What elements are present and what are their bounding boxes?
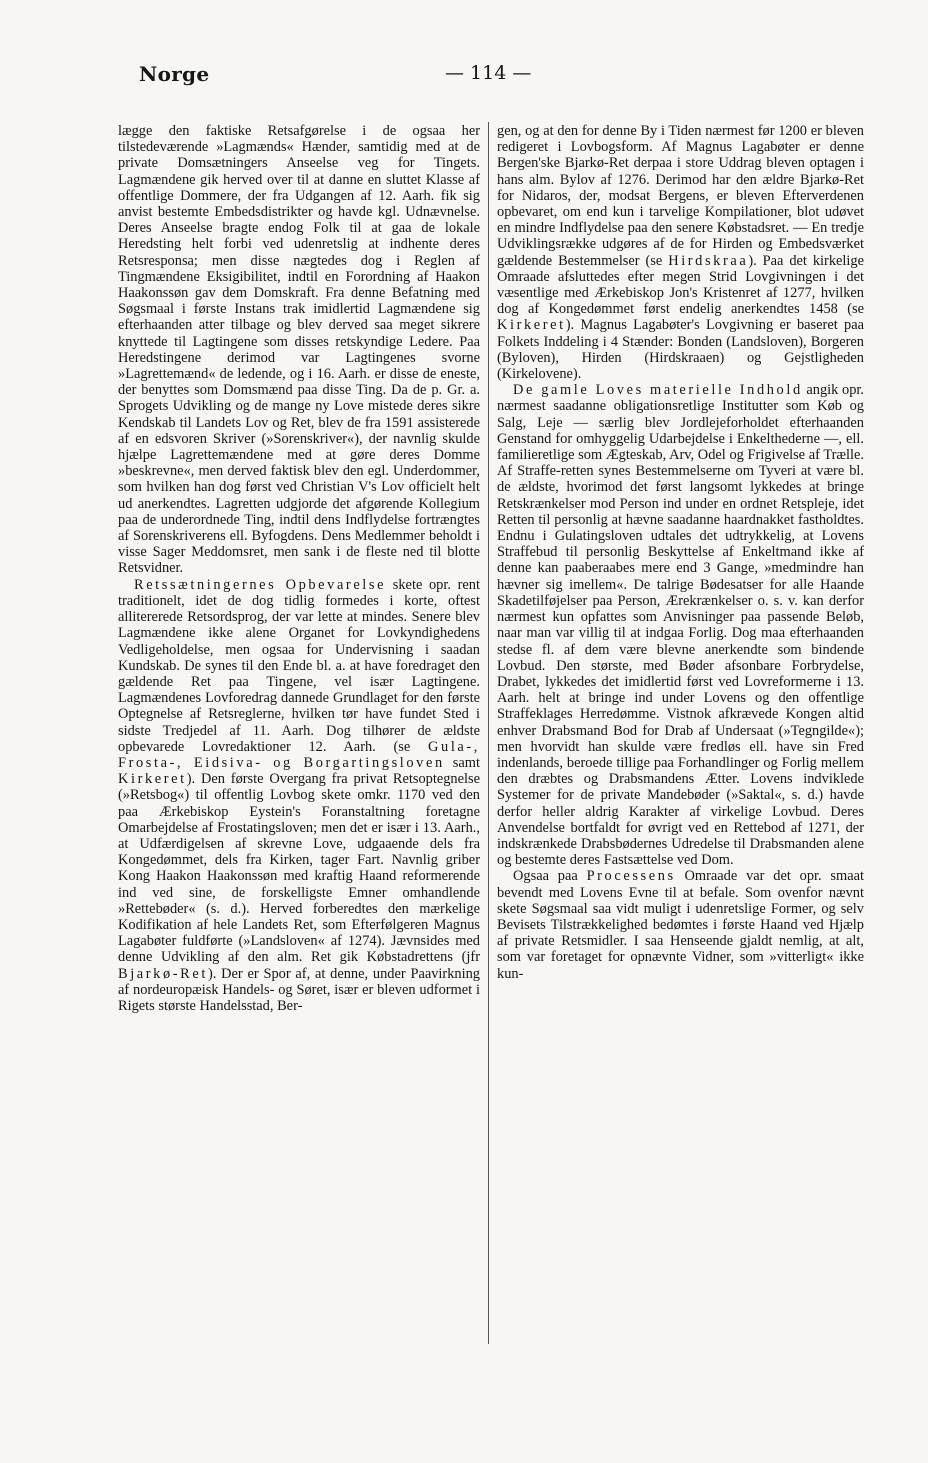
paragraph-text: ). Magnus Lagabøter's Lovgivning er baseret paa Folkets Inddeling i 4 Stænder: Bonden (Landsloven), Borgeren (Byloven), Hirden (Hirdskraaen) og Gejstligheden (Kirkelovene). xyxy=(497,317,864,383)
paragraph-text: ). Paa det kirkelige Omraade afsluttedes efter megen Strid Lovgivningen i det væsentlige med Ærkebiskop Jon's Kristenret af 1277, hvilken dog af Kongedømmet først endelig anerkendtes 1458 (se xyxy=(497,252,864,318)
paragraph-text: Ogsaa paa xyxy=(513,868,587,885)
paragraph-text: samt xyxy=(444,754,480,771)
cross-reference: Kirkeret xyxy=(497,317,566,334)
paragraph-text: Omraade var det opr. smaat bevendt med Lovens Evne til at befale. Som ovenfor nævnt skete Søgsmaal saa vidt muligt i udenretslige Former, og selv Bevisets Tilstrækkelighed bedømtes i første Haand ved Hjælp af private Retsmidler. I saa Henseende gjaldt nemlig, at alt, som var foretaget for opnævnte Vidner, som »vitterligt« ikke kun- xyxy=(497,868,864,982)
paragraph-text: skete opr. rent traditionelt, idet de dog tidlig formedes i korte, oftest allitererede Retsordsprog, der var lette at mindes. Senere blev Lagmændene ikke alene Organet for Lovkyndighedens Vedligeholdelse, men ogsaa for Undervisning i saadan Kundskab. De synes til den Ende bl. a. at have foredraget den gældende Ret paa Tingene, vel især Lagtingene. Lagmændenes Lovforedrag dannede Grundlaget for den første Optegnelse af Retsreglerne, hvilken tør have fundet Sted i sidste Tredjedel af 11. Aarh. Dog tilhører de ældste opbevarede Lovredaktioner 12. Aarh. (se xyxy=(118,576,480,755)
cross-reference: Hirdskraa xyxy=(668,252,749,269)
paragraph-text: ). Den første Overgang fra privat Retsoptegnelse (»Retsbog«) til offentlig Lovbog skete omkr. 1170 ved den paa Ærkebiskop Eystein's Foranstaltning foretagne Omarbejdelse af Frostatingsloven; men det er især i 13. Aarh., at Udfærdigelsen af skrevne Love, udgaaende dels fra Kongedømmet, dels fra Kirken, tager Fart. Navnlig griber Kong Haakon Haakonssøn med kraftig Haand reformerende ind ved sine, de forskelligste Emner omhandlende »Rettebøder« (s. d.). Herved forberedtes den mærkelige Kodifikation af hele Landets Ret, som Efterfølgeren Magnus Lagabøter fuldførte (»Landsloven« af 1274). Jævnsides med denne Udvikling af den alm. Ret gik Købstadrettens (jfr xyxy=(118,771,480,966)
section-heading-spaced: De gamle Loves materielle Indhold xyxy=(513,382,803,399)
paragraph xyxy=(497,123,864,382)
paragraph: lægge den faktiske Retsafgørelse i de ogsaa her tilstedeværende »Lagmænds« Hænder, samtidig med at de private Domsætningers Anseelse veg for Tingets. Lagmændene gik herved over til at danne en sluttet Klasse af offentlige Dommere, der fra Udgangen af 12. Aarh. fik sig anvist bestemte Embedsdistrikter og havde kgl. Udnævnelse. Deres Anseelse bragte endog Folk til at gaa de lokale Heredsting helt forbi ved udenretslig at indhente deres Retsresponsa; men disse nægtedes dog i Reglen af Tingmændene Eksigibilitet, indtil en Forordning af Haakon Haakonssøn gav dem Domskraft. Fra denne Befatning med Søgsmaal i første Instans trak imidlertid Lagmændene sig efterhaanden atter tilbage og blev derved saa meget sikrere knyttede til Lagtingene som disses retskyndige Ledere. Paa Heredstingene derimod var Lagtingenes svorne »Lagrettemænd« de ledende, og i 16. Aarh. er disse de eneste, der benyttes som Domsmænd paa disse Ting. Da de p. Gr. a. Sprogets Udvikling og de mange ny Love mistede deres sikre Kendskab til Landets Lov og Ret, blev de fra 1591 assisterede af en edsvoren Skriver (»Sorenskriver«), der navnlig skulde hjælpe Lagrettemændene med at gøre deres Domme »beskrevne«, men derved faktisk blev den egl. Underdommer, som hvilken han dog først ved Christian V's Lov officielt helt ud anerkendtes. Lagretten udgjorde det afgørende Kollegium paa de underordnede Ting, indtil dens Indflydelse fortrængtes af Sorenskriverens ell. Byfogdens. Dens Medlemmer beholdt i visse Sager Meddomsret, men sank i de fleste ned til blotte Retsvidner. xyxy=(118,123,480,577)
cross-reference: Gula-, Frosta-, Eidsiva- og Borgartingsloven xyxy=(118,738,480,771)
paragraph xyxy=(497,382,864,868)
left-column xyxy=(118,123,480,1014)
section-heading-spaced: Processens xyxy=(586,868,676,885)
paragraph xyxy=(497,868,864,981)
section-heading-spaced: Retssætningernes Opbevarelse xyxy=(134,576,387,593)
right-column xyxy=(497,123,864,982)
paragraph xyxy=(118,577,480,1014)
paragraph-text: ). Der er Spor af, at denne, under Paavirkning af nordeuropæisk Handels- og Søret, især er bleven udformet i Rigets største Handelsstad, Ber- xyxy=(118,965,480,1014)
cross-reference: Bjarkø-Ret xyxy=(118,965,208,982)
cross-reference: Kirkeret xyxy=(118,771,187,788)
column-divider xyxy=(488,122,489,1344)
paragraph-text: angik opr. nærmest saadanne obligationsretlige Institutter som Køb og Salg, Leje — særlig blev Jordlejeforholdet efterhaanden Genstand for omhyggelig Udarbejdelse i Enkelthederne —, ell. familieretlige som Ægteskab, Arv, Odel og Frigivelse af Trælle. Af Straffe-retten synes Bestemmelserne om Tyveri at være bl. de ældste, hvorimod det først langsomt lykkedes at bringe Retskrænkelser mod Person ind under en ordnet Retspleje, idet Retten til personlig at hævne saadanne haardnakket fastholdtes. Endnu i Gulatingsloven udtales det udtrykkelig, at Lovens Straffebud til personlig Beskyttelse af Enkeltmand ikke af denne kan paaberaabes mere end 3 Gange, »medmindre han hævner sig imellem«. De talrige Bødesatser for alle Haande Skadetilføjelser paa Person, Ærekrænkelser o. s. v. kan derfor nærmest kun opfattes som Anvisninger paa passende Beløb, naar man var villig til at indgaa Forlig. Dog maa efterhaanden stedse fl. af dem være blevne anerkendte som bindende Lovbud. Den største, med Bøder afsonbare Forbrydelse, Drabet, lykkedes det imidlertid først ved Lovreformerne i 13. Aarh. helt at bringe ind under Lovens og den offentlige Straffeklages Herredømme. Vistnok afkrævede Kongen altid enhver Drabsmand Bod for Drab af Undersaat (»Tegngilde«); men hvorvidt han skulde være fredløs ell. have sin Fred indenlands, beroede tillige paa Forhandlinger og Forlig mellem den dræbtes og Drabsmandens Ætter. Lovens indviklede Systemer for de private Mandebøder (»Saktal«, s. d.) havde derfor heller aldrig Karakter af virkelige Lovbud. Deres Anvendelse bortfaldt for øvrigt ved en Rettebod af 1271, der indskrænkede Drabsbødernes Udredelse til Drabsmanden alene og bestemte deres Fastsættelse ved Dom. xyxy=(497,382,864,869)
running-header-title: Norge xyxy=(139,62,210,86)
paragraph-text: gen, og at den for denne By i Tiden nærmest før 1200 er bleven redigeret i Lovbogsform. Af Magnus Lagabøter er denne Bergen'ske Bjarkø-Ret derpaa i store Uddrag bleven optagen i hans alm. Bylov af 1276. Derimod har den ældre Bjarkø-Ret for Nidaros, der, modsat Bergens, er bleven Efterverdenen opbevaret, om end kun i tarvelige Kompilationer, blot udøvet en mindre Indflydelse paa den senere Købstadsret. — En tredje Udviklingsrække udgøres af de for Hirden og Embedsværket gældende Bestemmelser (se xyxy=(497,123,864,269)
page-number: — 114 — xyxy=(445,62,532,84)
